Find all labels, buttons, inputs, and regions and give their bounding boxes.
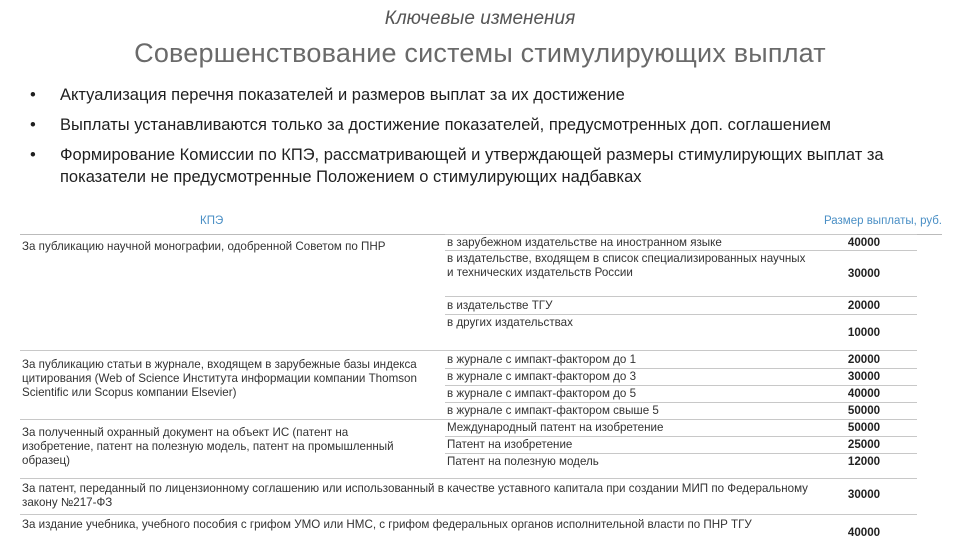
amount-cell: 40000 [847,387,881,400]
amount-cell: 50000 [847,404,881,417]
table-header [20,212,942,235]
row-divider [445,314,917,315]
amount-cell: 30000 [847,370,881,383]
row-divider [20,478,917,479]
amount-cell: 10000 [847,326,881,339]
amount-cell: 20000 [847,353,881,366]
amount-cell: 30000 [847,488,881,501]
bullet-text: Выплаты устанавливаются только за достижение показателей, предусмотренных доп. соглашением [60,116,831,134]
row-divider [445,296,917,297]
row-divider [20,350,917,351]
kpi-label: За патент, переданный по лицензионному соглашению или использованный в качестве уставного капитала при создании МИП по Федеральному закону №217-ФЗ [22,482,808,509]
kpi-label: За публикацию статьи в журнале, входящем в зарубежные базы индекса цитирования (Web of Science Института информации компании Thomson Scientific или Scopus компании Elsevier) [22,358,417,399]
amount-cell: 40000 [847,526,881,539]
condition-cell: Патент на полезную модель [447,455,599,468]
condition-cell: в издательстве ТГУ [447,299,553,312]
bullet-list [28,84,938,196]
bullet-text: Актуализация перечня показателей и размеров выплат за их достижение [60,86,625,104]
amount-cell: 20000 [847,299,881,312]
slide-title: Совершенствование системы стимулирующих выплат [134,38,826,68]
row-divider [445,436,917,437]
condition-cell: в журнале с импакт-фактором свыше 5 [447,404,659,417]
slide-subtitle: Ключевые изменения [384,8,576,29]
amount-cell: 12000 [847,455,881,468]
row-divider [445,368,917,369]
condition-cell: в журнале с импакт-фактором до 5 [447,387,637,400]
row-divider [20,514,917,515]
condition-cell: в журнале с импакт-фактором до 1 [447,353,637,366]
condition-cell: в издательстве, входящем в список специализированных научных и технических издательств России [447,252,806,279]
condition-cell: Международный патент на изобретение [447,421,664,434]
row-divider [20,419,917,420]
bullet-text: Формирование Комиссии по КПЭ, рассматривающей и утверждающей размеры стимулирующих выплат за показатели не предусмотренные Положением о стимулирующих надбавках [60,146,884,186]
column-header-amount: Размер выплаты, руб. [823,215,942,227]
amount-cell: 40000 [847,236,881,249]
row-divider [445,385,917,386]
row-divider [445,234,917,235]
condition-cell: в журнале с импакт-фактором до 3 [447,370,637,383]
column-header-kpi: КПЭ [200,215,224,227]
bullet-item [28,84,938,106]
bullet-dot: • [30,86,36,104]
bullet-dot: • [30,116,36,134]
bullet-item [28,114,938,136]
row-divider [445,453,917,454]
bullet-dot: • [30,146,36,164]
kpi-label: За издание учебника, учебного пособия с грифом УМО или НМС, с грифом федеральных органов исполнительной власти по ПНР ТГУ [22,518,752,531]
condition-cell: в зарубежном издательстве на иностранном языке [447,236,722,249]
kpi-label: За полученный охранный документ на объект ИС (патент на изобретение, патент на полезную модель, патент на промышленный образец) [22,426,394,467]
row-divider [445,250,917,251]
bullet-item [28,144,900,188]
kpi-label: За публикацию научной монографии, одобренной Советом по ПНР [22,240,386,253]
amount-cell: 50000 [847,421,881,434]
amount-cell: 25000 [847,438,881,451]
row-divider [445,402,917,403]
amount-cell: 30000 [847,267,881,280]
condition-cell: в других издательствах [447,316,573,329]
condition-cell: Патент на изобретение [447,438,573,451]
